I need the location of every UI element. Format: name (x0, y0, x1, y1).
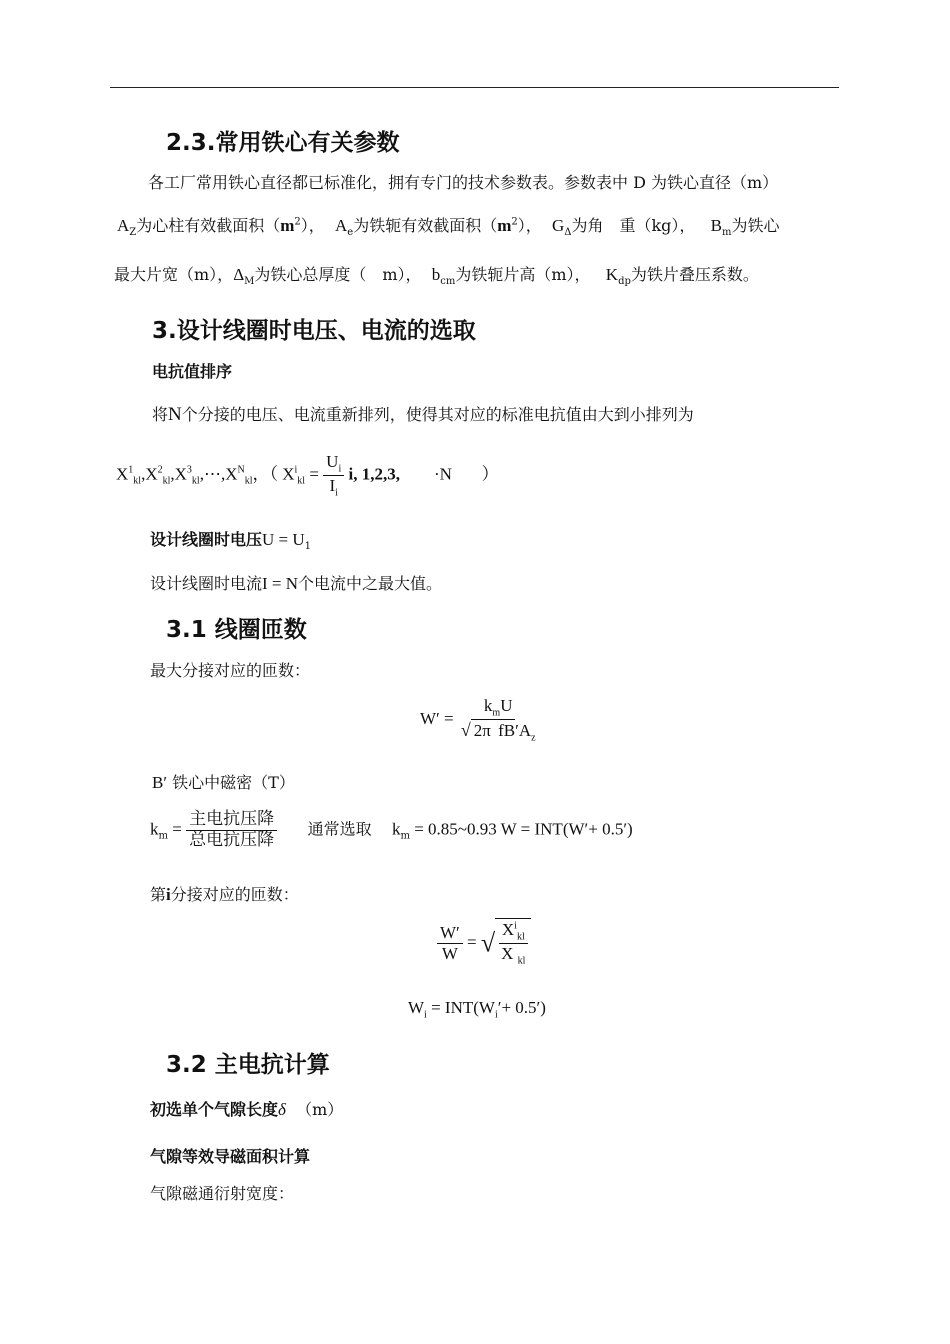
s3-voltage-line: 设计线圈时电压$U = U_1$ (150, 530, 312, 553)
header-rule (110, 87, 839, 88)
s23-line2: $A_Z$为心柱有效截面积$(m^2)$， $A_e$为铁轭有效截面积$(m^2)$， $G_\Delta$为角 重（kg）， $B_m$为铁心 (117, 216, 780, 239)
s3-current-line: 设计线圈时电流I = N个电流中之最大值。 (150, 574, 443, 593)
ui-over-ii-fraction: $\frac{U_i}{I_i}$ (323, 452, 344, 499)
s3-reactance-sequence: $X^1_{kl},X^2_{kl},X^3_{kl},\cdots,X^N_{kl}$，（ $X^i_{kl}$ = $\frac{U_i}{I_i}$ i, 1,2,3, ·N ） (116, 452, 499, 499)
formula-w-ratio: $\frac{W'}{W}$ = √ $\frac{X^i_{kl}}{X _{kl}}$ (437, 918, 531, 967)
s23-line3: 最大片宽（m），$\Delta_M$为铁心总厚度（ m）， $b_{cm}$为铁轭片高（m）， $K_{dp}$为铁片叠压系数。 (114, 265, 759, 288)
formula-wi: $W_i = INT(W_i'+ 0.5')$ (408, 998, 546, 1021)
s23-line1: 各工厂常用铁心直径都已标准化，拥有专门的技术参数表。参数表中 D 为铁心直径（m） (148, 173, 779, 192)
section-3-1-title: 3.1 线圈匝数 (166, 617, 307, 643)
s31-p2: 第i分接对应的匝数： (150, 885, 299, 904)
s32-sub1: 初选单个气隙长度δ （m） (150, 1100, 344, 1119)
bprime-definition: B′ 铁心中磁密（T） (152, 773, 295, 792)
section-2-3-title: 2.3.常用铁心有关参数 (166, 130, 400, 156)
s32-sub2: 气隙等效导磁面积计算 (150, 1147, 311, 1166)
s32-para: 气隙磁通衍射宽度： (150, 1184, 295, 1203)
section-3-title: 3.设计线圈时电压、电流的选取 (152, 318, 476, 344)
km-formula-line: $k_m$ = $\frac{\text{主电抗压降}}{\text{总电抗压降}}$ 通常选取 $k_m$ = 0.85~0.93 W = INT(W′+ 0.5′) (150, 809, 633, 850)
s3-para: 将N个分接的电压、电流重新排列，使得其对应的标准电抗值由大到小排列为 (152, 404, 694, 425)
formula-w-prime: W′ = $\frac{k_mU}{√ 2\pi fB'A_z}$ (420, 696, 536, 744)
s31-p1: 最大分接对应的匝数： (150, 661, 311, 680)
section-3-2-title: 3.2 主电抗计算 (166, 1052, 330, 1078)
s3-subtitle-reactance-order: 电抗值排序 (152, 362, 233, 381)
